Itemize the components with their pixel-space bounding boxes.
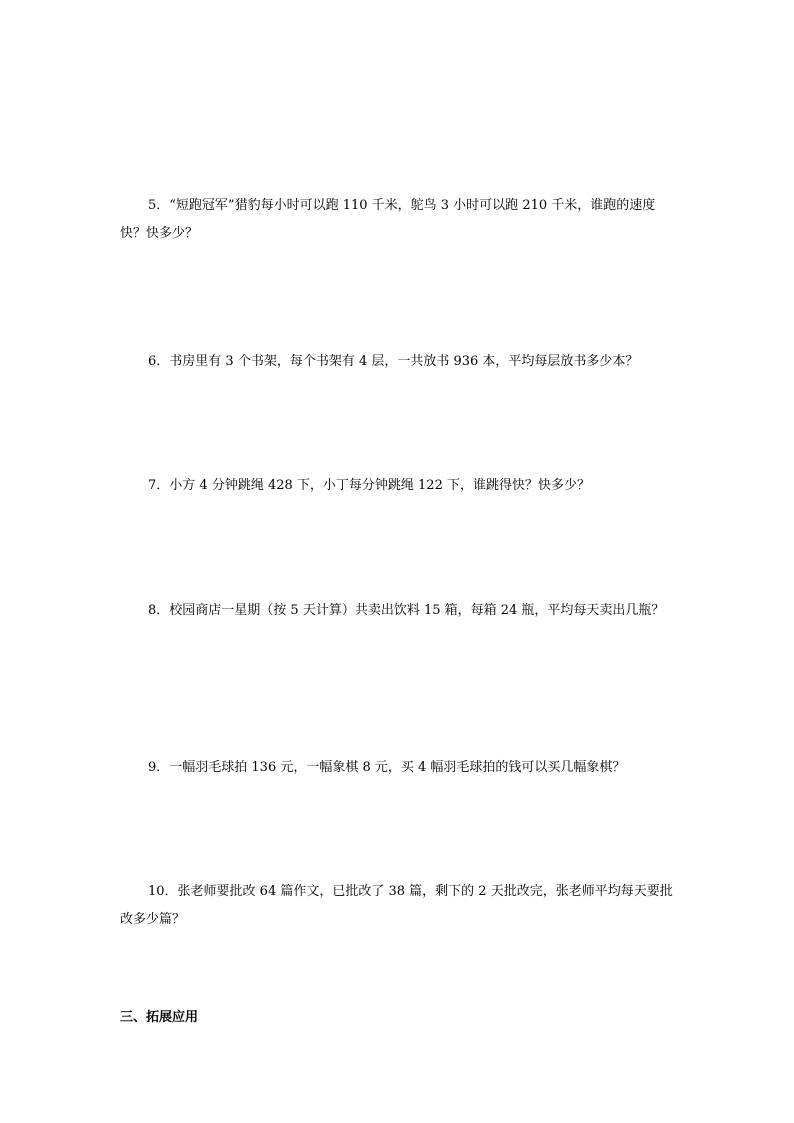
question-text: 一幅羽毛球拍 136 元，一幅象棋 8 元，买 4 幅羽毛球拍的钱可以买几幅象棋？ <box>169 760 626 775</box>
question-7 <box>120 472 678 500</box>
question-number: 9． <box>148 760 170 775</box>
section-heading: 三、拓展应用 <box>120 1010 199 1025</box>
question-8 <box>120 597 678 625</box>
question-5 <box>120 192 678 248</box>
question-text: 校园商店一星期（按 5 天计算）共卖出饮料 15 箱，每箱 24 瓶，平均每天卖出几瓶？ <box>169 603 665 618</box>
question-text: 书房里有 3 个书架，每个书架有 4 层，一共放书 936 本，平均每层放书多少本？ <box>169 354 639 369</box>
question-number: 8． <box>148 603 170 618</box>
question-6 <box>120 348 678 376</box>
question-number: 6． <box>148 354 170 369</box>
question-number: 5． <box>148 198 170 213</box>
question-text: 张老师要批改 64 篇作文，已批改了 38 篇，剩下的 2 天批改完，张老师平均每天要批改多少篇？ <box>120 884 673 927</box>
question-text: 小方 4 分钟跳绳 428 下，小丁每分钟跳绳 122 下，谁跳得快？快多少？ <box>169 478 590 493</box>
question-9 <box>120 754 678 782</box>
question-number: 10． <box>148 884 178 899</box>
question-10 <box>120 878 678 934</box>
question-number: 7． <box>148 478 170 493</box>
question-text: “短跑冠军”猎豹每小时可以跑 110 千米，鸵鸟 3 小时可以跑 210 千米，谁跑的速度快？快多少？ <box>120 198 656 241</box>
